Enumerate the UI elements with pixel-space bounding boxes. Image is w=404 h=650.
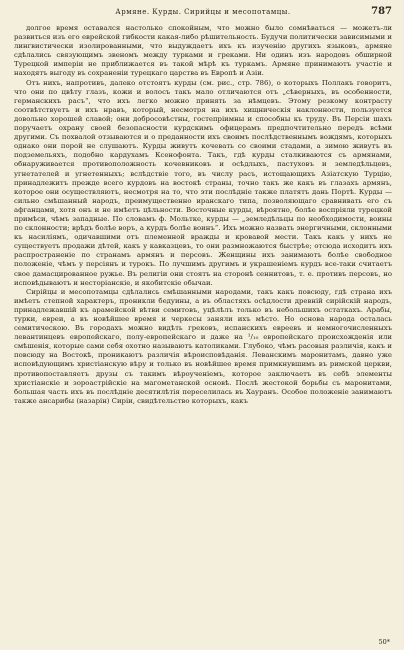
running-head: Армяне. Курды. Сирийцы и месопотамцы.	[115, 8, 291, 16]
signature-mark: 50*	[378, 638, 390, 646]
page-header	[14, 6, 392, 20]
paragraph-syrians: Сирійцы и месопотамцы сдѣлались смѣшанными народами, такъ какъ повсюду, гдѣ страна ихъ имѣетъ степной характеръ, проникли бедуины, а въ областяхъ осѣдлости древній сирійскій народъ, принадлежавшій къ арамейской вѣтви семитовъ, уцѣлѣлъ только въ небольшихъ остаткахъ. Арабы, турки, евреи, а въ новѣйшее время и черкесы заняли ихъ мѣсто. Но основа народа осталась семитическою. Въ городахъ можно видѣть грековъ, испанскихъ евреевъ и немногочисленныхъ левантинцевъ европейскаго, полу-европейскаго и даже на ¹/₁₀ европейскаго происхожденія или смѣшенія, которые сами себя охотно называютъ католиками. Глубоко, чѣмъ расовыя различія, какъ и повсюду на Востокѣ, проникаютъ различія вѣроисповѣданія. Леванскимъ маронитамъ, давно уже исповѣдующимъ христіанскую вѣру и только въ новѣйшее время примкнувшимъ въ римской церкви, противопоставляетъ друзы съ такимъ вѣроученіемъ, которое заключаетъ въ себѣ элементы христіанскіе и зороастрійскіе на магометанской основѣ. Послѣ жестокой борьбы съ маронитами, большая часть ихъ въ послѣдніе десятилѣтія переселилась въ Хауранъ. Особое положеніе занимаютъ также ансарибы (назарін) Сиріи, свидѣтельство которыхъ, какъ	[14, 287, 392, 405]
page-number: 787	[371, 6, 392, 17]
paragraph-armenians: долгое время оставался настолько спокойным, что можно было сомнѣваться — можетъ-ли развиться изъ его еврейской гибкости какая-либо рѣшительность. Будучи политически зависимыми и лингвистически изолированными, что выдуждаетъ ихъ къ изученію другихъ языковъ, армяне сдѣлались связующимъ звеномъ между турками и греками. Ни одинъ изъ народовъ обширной Турецкой имперіи не приближается въ такой мѣрѣ къ туркамъ. Армяне принимаютъ участіе и находятъ выгоду въ сохраненіи турецкаго царства въ Европѣ и Азіи.	[14, 24, 392, 78]
paragraph-kurds: Отъ нихъ, напротивъ, далеко отстоятъ курды (см. рис., стр. 786), о которыхъ Поллакъ говоритъ, что они по цвѣту глазъ, кожи и волосъ такъ мало отличаются отъ „сѣверныхъ, въ особенности, германскихъ расъ“, что ихъ легко можно принять за нѣмцевъ. Этому резкому контрасту соотвѣтствуетъ и ихъ нравъ, который, несмотря на ихъ хищническія наклонности, пользуется довольно хорошей славой; они добросовѣстны, гостепріимны и способны къ труду. Въ Персіи шахъ поручаетъ охрану своей безопасности курдскимъ офицерамъ предпочтительно передъ всѣми другими. Съ похвалой отзываются и о преданности ихъ своимъ послѣдственнымъ вождямъ, которыхъ однако они порой не слушаютъ. Курды живутъ кочевать со своими стадами, а зимою живутъ въ подземельяхъ, подобно кардухамъ Ксенофонта. Такъ, гдѣ курды сталкиваются съ армянами, обнаруживается противоположность кочевниковъ и осѣдлыхъ, пастуховъ и земледѣльцевъ, угнетателей и угнетенныхъ; вслѣдствіе того, въ числу расъ, истощающихъ Азіатскую Турцію, принадлежитъ прежде всего курдовъ на востокѣ страны, точно такъ же какъ въ глазахъ армянъ, которое они осуществляютъ, несмотря на то, что эти послѣдніе также платятъ дань Портѣ. Курды — сильно смѣшанный народъ, преимущественно иранскаго типа, позволяющаго сравнивать его съ афганцами, хотя онъ и не имѣетъ цѣльности. Восточные курды, вѣроятно, болѣе воспріяли турецкой примѣси, чѣмъ западные. По словамъ ф. Мольтке, курды — „земледѣльцы по необходимости, воины по склонности; врѣдъ болѣе воръ, а курдъ болѣе воинъ“. Ихъ можно назвать энергичными, склонными къ насиліямъ, одичавшими отъ племенной вражды и кровавой мести. Такъ какъ у нихъ не существуетъ продажи дѣтей, какъ у кавказцевъ, то они размножаются быстрѣе; отсюда исходитъ ихъ распространеніе по странамъ армянъ и персовъ. Женщины ихъ занимаютъ болѣе свободное положеніе, чѣмъ у персіянъ и турокъ. По лучшимъ другимъ и украшеніемъ курдъ все-таки считаетъ свое дамасцированное ружье. Въ религіи они стоятъ на сторонѣ сеннитовъ, т. е. противъ персовъ, но исповѣдываютъ и несторіанскіе, и якобитскіе обычаи.	[14, 78, 392, 287]
body-text	[14, 24, 392, 406]
